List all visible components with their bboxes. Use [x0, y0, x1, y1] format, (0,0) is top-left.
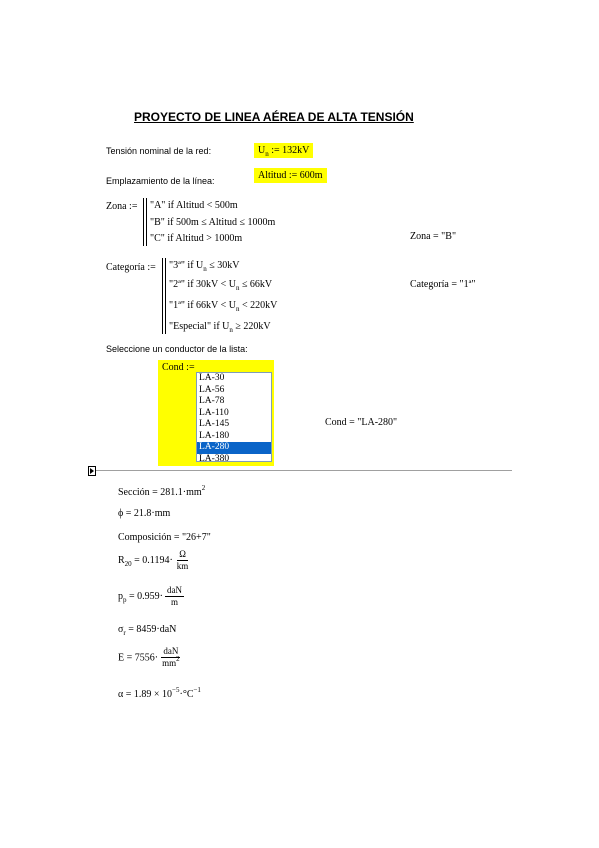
conductor-option-selected[interactable]: LA-280 — [197, 442, 271, 454]
conductor-option[interactable]: LA-78 — [199, 396, 225, 406]
tension-var: U — [258, 145, 266, 156]
phi-result[interactable]: ϕ = 21.8·mm — [118, 508, 171, 519]
collapse-region-icon[interactable] — [88, 466, 96, 476]
zona-case-c: "C" if Altitud > 1000m — [150, 233, 243, 244]
sigma-result[interactable]: $\sigma_r = 8459\cdot daN$ — [118, 624, 177, 637]
conductor-option[interactable]: LA-30 — [199, 373, 225, 383]
altitud-expression[interactable]: Altitud := 600m — [254, 168, 327, 183]
tension-value: := 132kV — [271, 145, 310, 156]
categoria-case-especial: "Especial" if $U_n \ge 220kV$ — [169, 321, 271, 334]
categoria-case-3: "3ª" if $U_n \le 30kV$ — [169, 260, 240, 273]
conductor-label: Seleccione un conductor de la lista: — [106, 344, 248, 354]
zona-case-a: "A" if Altitud < 500m — [150, 200, 238, 211]
r20-fraction: $\frac{\Omega}{km}$ — [176, 549, 189, 571]
alpha-result[interactable]: $\alpha = 1.89 \times 10^{-5}\cdot^\circ C^{-1}$ — [118, 686, 201, 700]
conductor-option[interactable]: LA-180 — [199, 430, 230, 441]
tension-expression[interactable] — [254, 143, 313, 158]
categoria-bracket — [162, 258, 163, 334]
zona-lhs: Zona := — [106, 201, 138, 212]
page-title: PROYECTO DE LINEA AÉREA DE ALTA TENSIÓN — [134, 110, 414, 124]
conductor-option[interactable]: LA-380 — [199, 453, 230, 462]
categoria-result[interactable]: Categoría = "1ª" — [410, 279, 476, 290]
composicion-result[interactable]: Composición = "26+7" — [118, 532, 211, 543]
categoria-case-2: "2ª" if $30kV < U_n \le 66kV$ — [169, 279, 273, 292]
pp-result[interactable]: $p_p = 0.959\cdot$ $\frac{\text{daN}}{m}$ — [118, 585, 182, 607]
zona-bracket — [143, 198, 144, 246]
conductor-option[interactable]: LA-145 — [199, 419, 230, 429]
pp-fraction: $\frac{\text{daN}}{m}$ — [166, 585, 182, 607]
seccion-result[interactable]: Sección = $281.1\cdot mm^2$ — [118, 484, 206, 498]
r20-result[interactable]: $R_{20} = 0.1194\cdot$ $\frac{\Omega}{km}$ — [118, 549, 189, 571]
tension-sub: n — [265, 150, 269, 158]
categoria-lhs: Categoría := — [106, 262, 156, 273]
cond-result[interactable]: Cond = "LA-280" — [325, 417, 398, 428]
conductor-listbox[interactable] — [196, 372, 272, 462]
e-fraction: $\frac{\text{daN}}{mm^2}$ — [162, 646, 180, 668]
tension-label: Tensión nominal de la red: — [106, 146, 212, 156]
conductor-option[interactable]: LA-56 — [199, 384, 225, 395]
zona-bracket-inner — [146, 198, 147, 246]
categoria-bracket-inner — [165, 258, 166, 334]
cond-lhs: Cond := — [162, 362, 195, 373]
zona-case-b: "B" if 500m ≤ Altitud ≤ 1000m — [150, 217, 276, 228]
region-divider — [96, 470, 512, 471]
categoria-case-1: "1ª" if $66kV < U_n < 220kV$ — [169, 300, 278, 313]
zona-result[interactable]: Zona = "B" — [410, 231, 457, 242]
conductor-option[interactable]: LA-110 — [199, 407, 229, 418]
e-result[interactable]: E = 7556· $\frac{\text{daN}}{mm^2}$ — [118, 646, 180, 668]
emplazamiento-label: Emplazamiento de la línea: — [106, 176, 215, 186]
